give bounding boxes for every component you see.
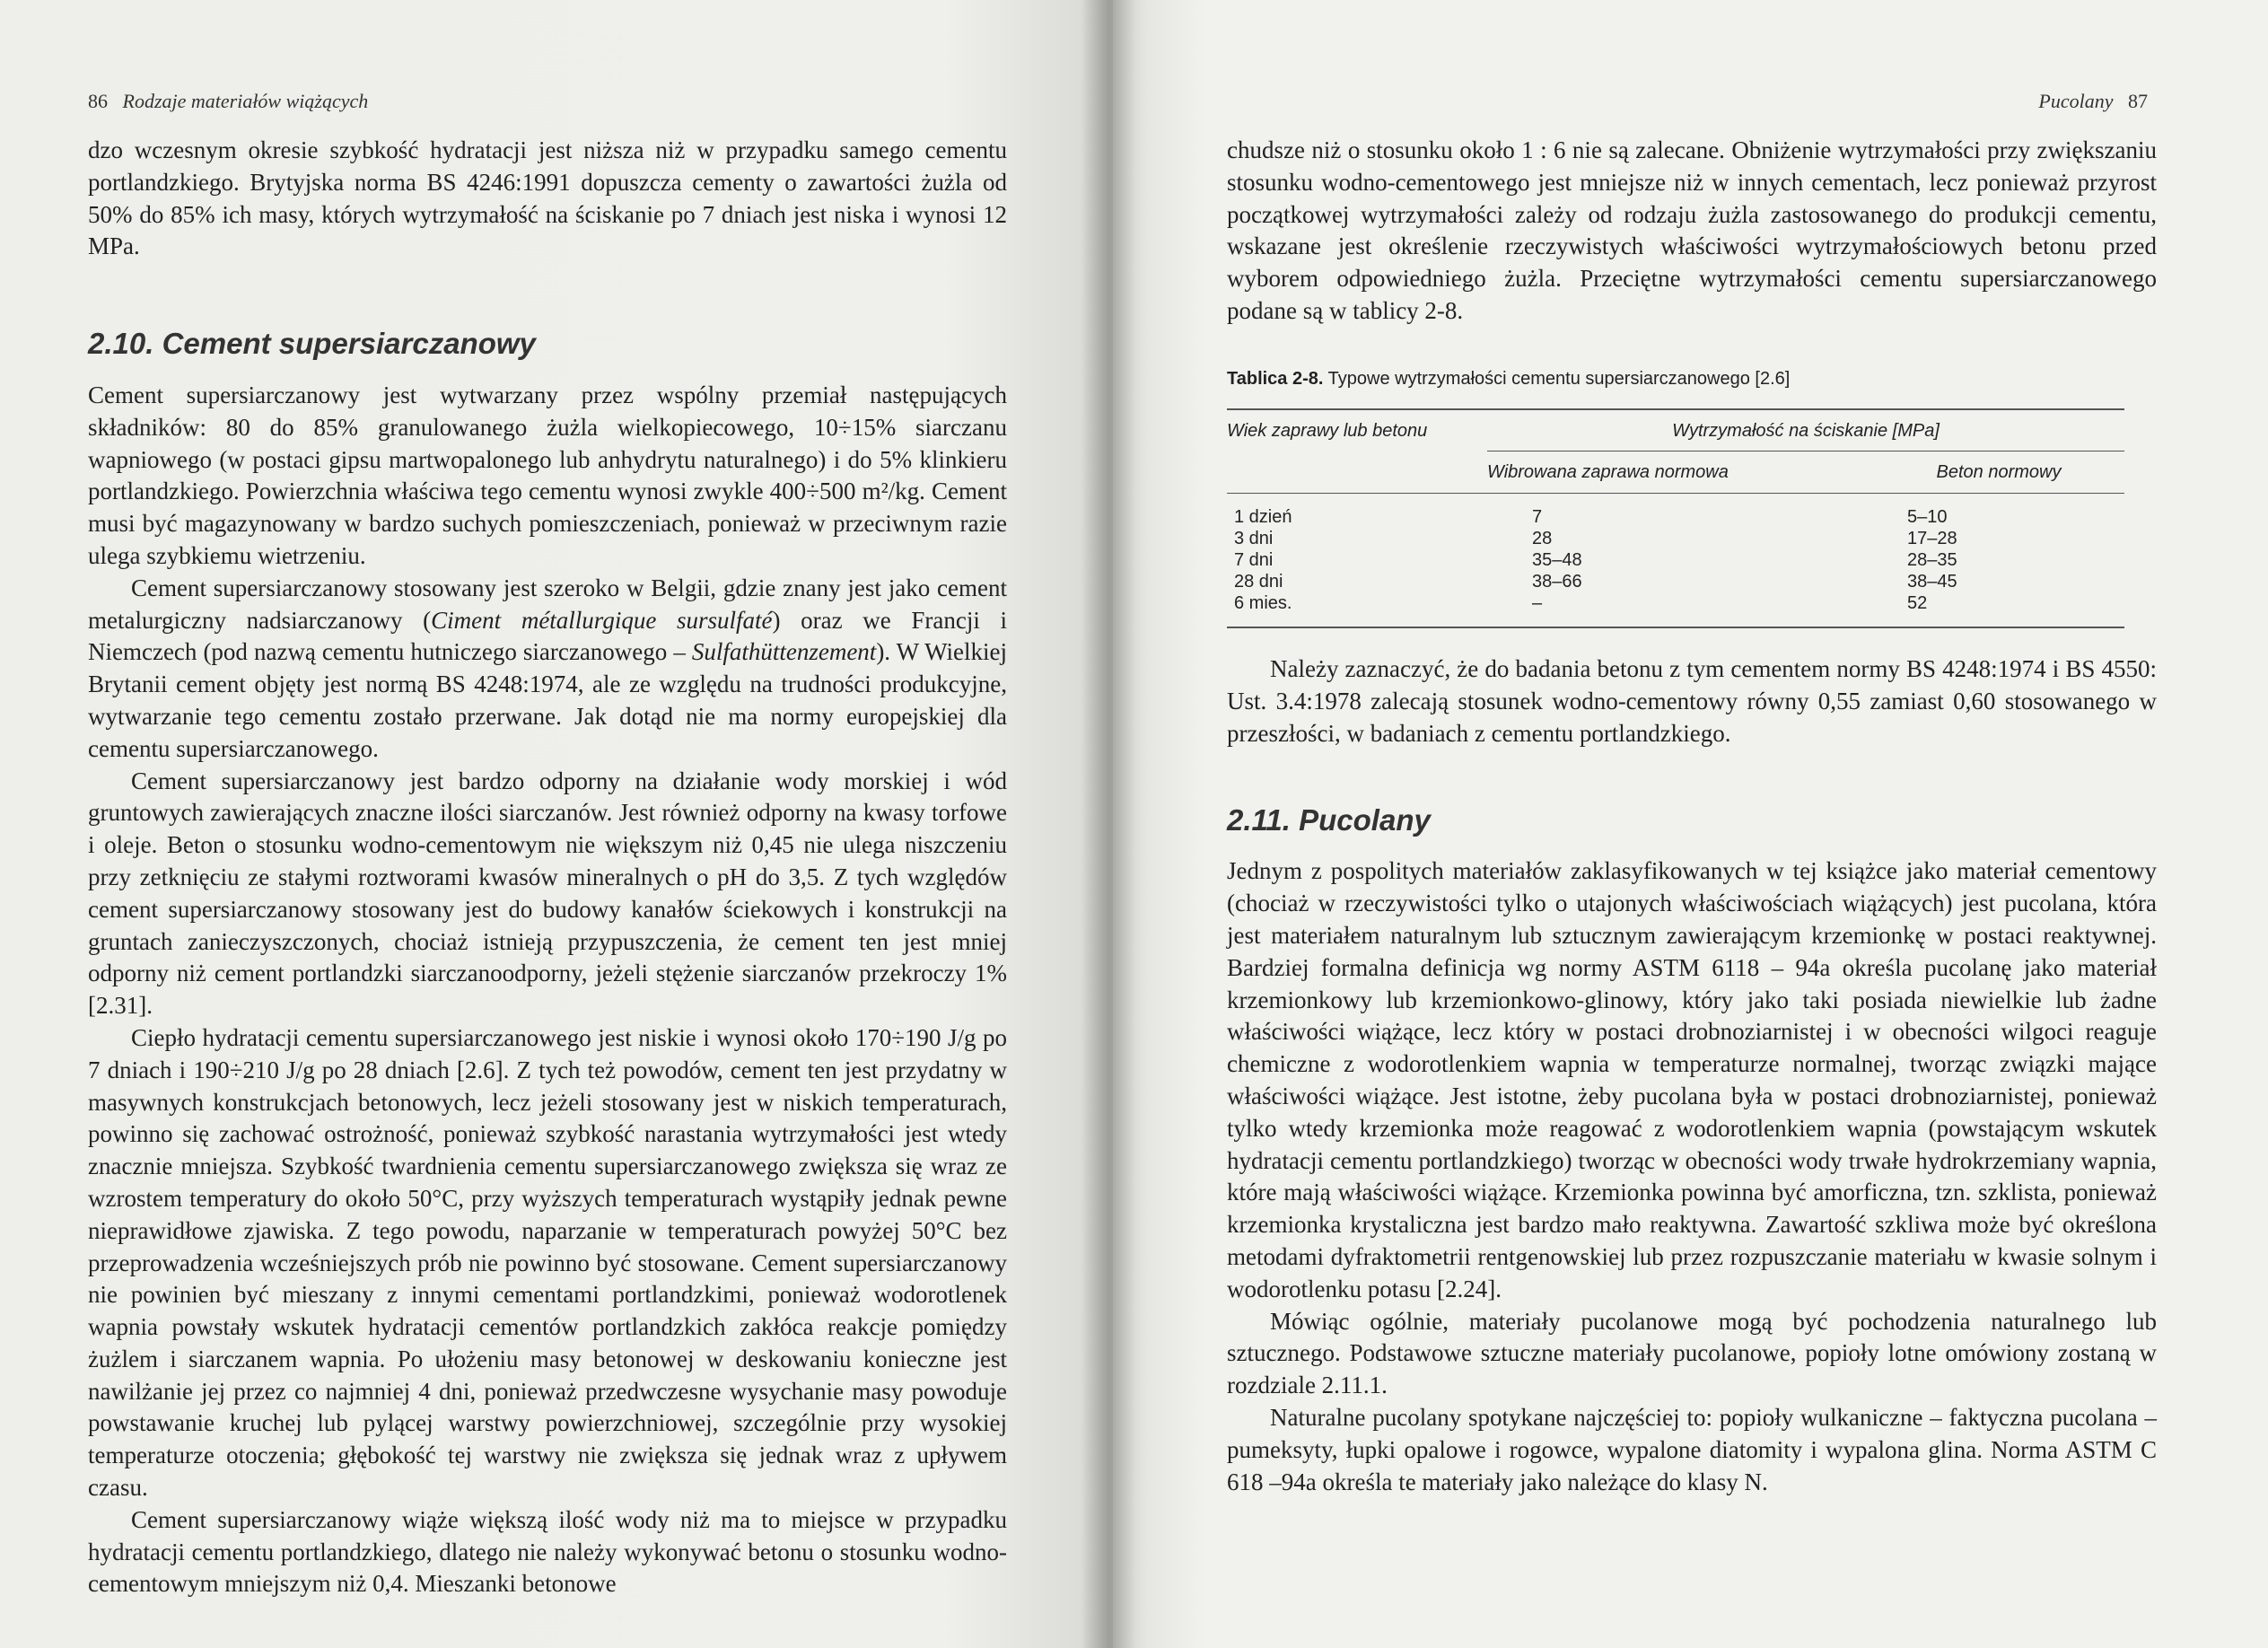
left-page	[0, 0, 1113, 1648]
left-intro-paragraph: dzo wczesnym okresie szybkość hydratacji jest niższa niż w przypadku samego cementu portlandzkiego. Brytyjska norma BS 4246:1991 dopuszcza cementy o zawartości żużla od 50% do 85% ich masy, których wytrzymałość na ściskanie po 7 dniach jest niska i wynosi 12 MPa.	[88, 136, 1007, 260]
table-row	[1227, 592, 2124, 627]
table-body	[1227, 494, 2124, 628]
note-paragraph: Należy zaznaczyć, że do badania betonu z tym cementem normy BS 4248:1974 i BS 4550: Ust. 3.4:1978 zalecają stosunek wodno-cementowy równy 0,55 zamiast 0,60 stosowanego w przeszłości, w badaniach z cementu portlandzkiego.	[1227, 655, 2157, 747]
right-text-column	[1227, 135, 2157, 1498]
table-caption-label: Tablica 2-8.	[1227, 368, 1324, 389]
italic-term: Sulfathüttenzement	[691, 638, 877, 666]
mortar-cell: 38–66	[1532, 572, 1582, 592]
right-page-number: 87	[2128, 90, 2148, 112]
paragraph: Cement supersiarczanowy jest wytwarzany przez wspólny przemiał następujących składników: 80 do 85% granulowanego żużla wielkopiecowego, 10÷15% siarczanu wapniowego (w postaci gipsu martwopalonego lub anhydrytu naturalnego) i do 5% klinkieru portlandzkiego. Powierzchnia właściwa tego cementu wynosi zwykle 400÷500 m²/kg. Cement musi być magazynowany w bardzo suchych pomieszczeniach, ponieważ w przeciwnym razie ulega szybkiemu wietrzeniu.	[88, 381, 1007, 569]
section-heading-2-10: 2.10. Cement supersiarczanowy	[88, 327, 536, 361]
concrete-cell: 17–28	[1907, 529, 1957, 549]
concrete-cell: 28–35	[1907, 550, 1957, 571]
left-text-column	[88, 135, 1007, 1600]
left-running-title: Rodzaje materiałów wiążących	[122, 90, 369, 112]
mortar-cell: 7	[1532, 507, 1543, 528]
italic-term: Ciment métallurgique sursulfaté	[431, 606, 773, 634]
right-page	[1113, 0, 2268, 1648]
table-caption-text: Typowe wytrzymałości cementu supersiarczanowego [2.6]	[1327, 368, 1791, 389]
age-cell: 6 mies.	[1234, 593, 1292, 614]
right-running-title: Pucolany	[2038, 90, 2114, 112]
concrete-cell: 52	[1907, 593, 1928, 614]
right-running-head	[2038, 90, 2148, 113]
age-cell: 7 dni	[1234, 550, 1274, 571]
table-row	[1227, 549, 2124, 571]
paragraph: Ciepło hydratacji cementu supersiarczanowego jest niskie i wynosi około 170÷190 J/g po 7 dniach i 190÷210 J/g po 28 dniach [2.6]. Z tych też powodów, cement ten jest przydatny w masywnych konstrukcjach betonowych, lecz jeżeli stosowany jest w niskich temperaturach, powinno się zachować ostrożność, ponieważ szybkość narastania wytrzymałości jest wtedy znacznie mniejsza. Szybkość twardnienia cementu supersiarczanowego zwiększa się wraz ze wzrostem temperatury do około 50°C, przy wyższych temperaturach wystąpiły jednak pewne nieprawidłowe zjawiska. Z tego powodu, naparzanie w temperaturach powyżej 50°C bez przeprowadzenia wcześniejszych prób nie powinno być stosowane. Cement supersiarczanowy nie powinien być mieszany z innymi cementami portlandzkimi, ponieważ wodorotlenek wapnia powstały wskutek hydratacji cementów portlandzkich zakłóca reakcje pomiędzy żużlem i siarczanem wapnia. Po ułożeniu masy betonowej w deskowaniu konieczne jest nawilżanie jej przez co najmniej 4 dni, ponieważ przedwczesne wysychanie masy powoduje powstawanie kruchej lub pylącej warstwy powierzchniowej, szczególnie przy wysokiej temperaturze otoczenia; głębokość tej warstwy nie zwiększa się jednak wraz z upływem czasu.	[88, 1023, 1007, 1502]
strength-table-block	[1227, 364, 2157, 628]
table-row	[1227, 494, 2124, 529]
header-mortar: Wibrowana zaprawa normowa	[1487, 451, 1873, 494]
mortar-cell: 28	[1532, 529, 1553, 549]
age-cell: 1 dzień	[1234, 507, 1292, 528]
paragraph: Cement supersiarczanowy stosowany jest szeroko w Belgii, gdzie znany jest jako cement metalurgiczny nadsiarczanowy (Ciment métallurgique sursulfaté) oraz we Francji i Niemczech (pod nazwą cementu hutniczego siarczanowego – Sulfathüttenzement). W Wielkiej Brytanii cement objęty jest normą BS 4248:1974, ale ze względu na trudności produkcyjne, wytwarzanie tego cementu zostało przerwane. Jak dotąd nie ma normy europejskiej dla cementu supersiarczanowego.	[88, 574, 1007, 762]
age-cell: 3 dni	[1234, 529, 1274, 549]
paragraph: Naturalne pucolany spotykane najczęściej to: popioły wulkaniczne – faktyczna pucolana – pumeksyty, łupki opalowe i rogowce, wypalone diatomity i wypalona glina. Norma ASTM C 618 –94a określa te materiały jako należące do klasy N.	[1227, 1403, 2157, 1495]
header-concrete: Beton normowy	[1873, 451, 2124, 494]
paragraph: Mówiąc ogólnie, materiały pucolanowe mogą być pochodzenia naturalnego lub sztucznego. Podstawowe sztuczne materiały pucolanowe, popioły lotne omówiony zostaną w rozdziale 2.11.1.	[1227, 1307, 2157, 1399]
left-running-head	[88, 90, 368, 113]
strength-table	[1227, 408, 2124, 629]
mortar-cell: –	[1532, 593, 1543, 614]
header-strength: Wytrzymałość na ściskanie [MPa]	[1672, 420, 1940, 441]
table-caption	[1227, 364, 2157, 396]
paragraph: Jednym z pospolitych materiałów zaklasyfikowanych w tej książce jako materiał cementowy (chociaż w rzeczywistości tylko o utajonych właściwościach wiążących) jest pucolana, która jest materiałem naturalnym lub sztucznym zawierającym krzemionkę w postaci reaktywnej. Bardziej formalna definicja wg normy ASTM 6118 – 94a określa pucolanę jako materiał krzemionkowy lub krzemionkowo-glinowy, który jako taki posiada niewielkie lub żadne właściwości wiążące, lecz który w postaci drobnoziarnistej i w obecności wilgoci reaguje chemiczne z wodorotlenkiem wapnia w temperaturze normalnej, tworząc związki mające właściwości wiążące. Jest istotne, żeby pucolana była w postaci drobnoziarnistej, ponieważ tylko wtedy krzemionka może reagować z wodorotlenkiem wapnia (powstającym wskutek hydratacji cementu portlandzkiego) tworząc w obecności wody trwałe hydrokrzemiany wapnia, które mają właściwości wiążące. Krzemionka powinna być amorficzna, tzn. szklista, ponieważ krzemionka krystaliczna jest bardzo mało reaktywna. Zawartość szkliwa może być określona metodami dyfraktometrii rentgenowskiej lub przez rozpuszczanie materiału w kwasie solnym i wodorotlenku potasu [2.24].	[1227, 857, 2157, 1302]
right-intro-paragraph: chudsze niż o stosunku około 1 : 6 nie są zalecane. Obniżenie wytrzymałości przy zwiększaniu stosunku wodno-cementowego jest mniejsze niż w innych cementach, lecz ponieważ przyrost początkowej wytrzymałości zależy od rodzaju żużla zastosowanego do produkcji cementu, wskazane jest określenie rzeczywistych właściwości wytrzymałościowych betonu przed wyborem odpowiedniego żużla. Przeciętne wytrzymałości cementu supersiarczanowego podane są w tablicy 2-8.	[1227, 136, 2157, 324]
mortar-cell: 35–48	[1532, 550, 1582, 571]
concrete-cell: 38–45	[1907, 572, 1957, 592]
header-age: Wiek zaprawy lub betonu	[1227, 420, 1428, 441]
left-page-number: 86	[88, 90, 108, 112]
section-heading-2-11: 2.11. Pucolany	[1227, 802, 1431, 837]
table-row	[1227, 571, 2124, 592]
age-cell: 28 dni	[1234, 572, 1283, 592]
table-row	[1227, 528, 2124, 549]
paragraph: Cement supersiarczanowy wiąże większą ilość wody niż ma to miejsce w przypadku hydratacji cementu portlandzkiego, dlatego nie należy wykonywać betonu o stosunku wodno-cementowym mniejszym niż 0,4. Mieszanki betonowe	[88, 1505, 1007, 1598]
concrete-cell: 5–10	[1907, 507, 1948, 528]
paragraph: Cement supersiarczanowy jest bardzo odporny na działanie wody morskiej i wód gruntowych zawierających znaczne ilości siarczanów. Jest również odporny na kwasy torfowe i oleje. Beton o stosunku wodno-cementowym nie większym niż 0,45 nie ulega niszczeniu przy zetknięciu ze stałymi roztworami kwasów mineralnych o pH do 3,5. Z tych względów cement supersiarczanowy stosowany jest do budowy kanałów ściekowych i konstrukcji na gruntach zanieczyszczonych, chociaż istnieją przypuszczenia, że cement ten jest mniej odporny niż cement portlandzki siarczanoodporny, jeżeli stężenie siarczanów przekroczy 1% [2.31].	[88, 767, 1007, 1020]
